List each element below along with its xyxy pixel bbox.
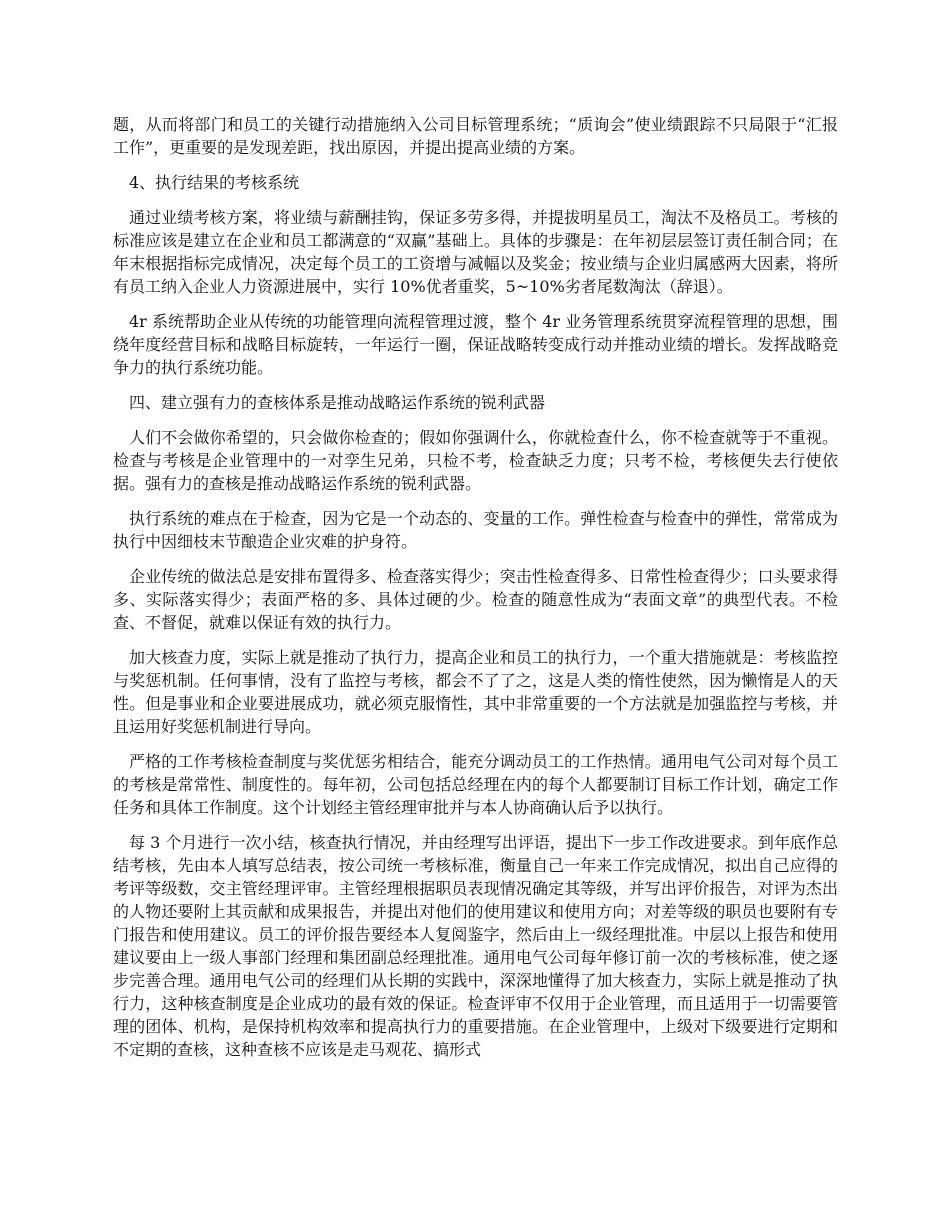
paragraph-performance-review: 通过业绩考核方案，将业绩与薪酬挂钩，保证多劳多得，并提拔明星员工，淘汰不及格员工。考核的标准应该是建立在企业和员工都满意的“双赢”基础上。具体的步骤是：在年初层层签订责任制合同；在年末根据指标完成情况，决定每个员工的工资增与减幅以及奖金；按业绩与企业归属感两大因素，将所有员工纳入企业人力资源进展中，实行 10%优者重奖，5~10%劣者尾数淘汰（辞退）。	[113, 208, 838, 296]
paragraph-quarterly-review: 每 3 个月进行一次小结，核查执行情况，并由经理写出评语，提出下一步工作改进要求。到年底作总结考核，先由本人填写总结表，按公司统一考核标准，衡量自己一年来工作完成情况，拟出自己应得的考评等级数，交主管经理评审。主管经理根据职员表现情况确定其等级，并写出评价报告，对评为杰出的人物还要附上其贡献和成果报告，并提出对他们的使用建议和使用方向；对差等级的职员也要附有专门报告和使用建议。员工的评价报告要经本人复阅鉴字，然后由上一级经理批准。中层以上报告和使用建议要由上一级人事部门经理和集团副总经理批准。通用电气公司每年修订前一次的考核标准，使之逐步完善合理。通用电气公司的经理们从长期的实践中，深深地懂得了加大核查力，实际上就是推动了执行力，这种核查制度是企业成功的最有效的保证。检查评审不仅用于企业管理，而且适用于一切需要管理的团体、机构，是保持机构效率和提高执行力的重要措施。在企业管理中，上级对下级要进行定期和不定期的查核，这种查核不应该是走马观花、搞形式	[113, 833, 838, 1059]
paragraph-inspection-importance: 人们不会做你希望的，只会做你检查的；假如你强调什么，你就检查什么，你不检查就等于不重视。检查与考核是企业管理中的一对孪生兄弟，只检不考，检查缺乏力度；只考不检，考核便失去行使依据。强有力的查核是推动战略运作系统的锐利武器。	[113, 428, 838, 493]
section-heading-four: 四、建立强有力的查核体系是推动战略运作系统的锐利武器	[129, 393, 546, 412]
paragraph-inspection-difficulty: 执行系统的难点在于检查，因为它是一个动态的、变量的工作。弹性检查与检查中的弹性，常常成为执行中因细枝末节酿造企业灾难的护身符。	[113, 509, 838, 551]
section-heading-4: 4、执行结果的考核系统	[129, 173, 300, 192]
paragraph-ge-assessment: 严格的工作考核检查制度与奖优惩劣相结合，能充分调动员工的工作热情。通用电气公司对每个员工的考核是常常性、制度性的。每年初，公司包括总经理在内的每个人都要制订目标工作计划，确定工作任务和具体工作制度。这个计划经主管经理审批并与本人协商确认后予以执行。	[113, 752, 838, 817]
document-page	[113, 113, 838, 1073]
paragraph-4r-system: 4r 系统帮助企业从传统的功能管理向流程管理过渡，整个 4r 业务管理系统贯穿流程管理的思想，围绕年度经营目标和战略目标旋转，一年运行一圈，保证战略转变成行动并推动业绩的增长。发挥战略竞争力的执行系统功能。	[113, 312, 838, 377]
paragraph-traditional-practice: 企业传统的做法总是安排布置得多、检查落实得少；突击性检查得多、日常性检查得少；口头要求得多、实际落实得少；表面严格的多、具体过硬的少。检查的随意性成为“表面文章”的典型代表。不检查、不督促，就难以保证有效的执行力。	[113, 567, 838, 632]
paragraph-continuation: 题，从而将部门和员工的关键行动措施纳入公司目标管理系统；“质询会”使业绩跟踪不只局限于“汇报工作”，更重要的是发现差距，找出原因，并提出提高业绩的方案。	[113, 115, 838, 157]
paragraph-strengthen-inspection: 加大核查力度，实际上就是推动了执行力，提高企业和员工的执行力，一个重大措施就是：考核监控与奖惩机制。任何事情，没有了监控与考核，都会不了了之，这是人类的惰性使然，因为懒惰是人的天性。但是事业和企业要进展成功，就必须克服惰性，其中非常重要的一个方法就是加强监控与考核，并且运用好奖惩机制进行导向。	[113, 648, 838, 736]
